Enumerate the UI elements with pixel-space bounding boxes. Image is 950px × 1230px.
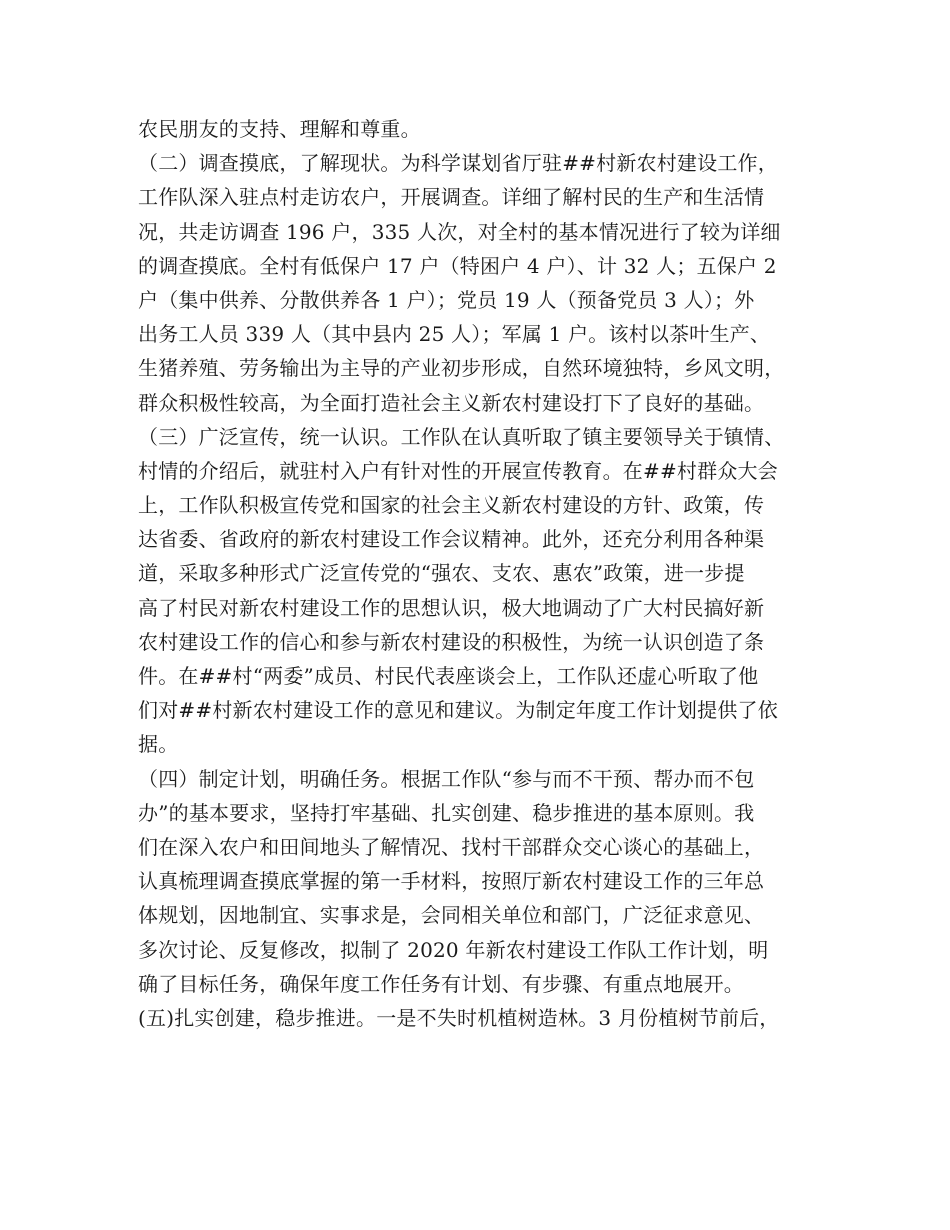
text-line: (五)扎实创建，稳步推进。一是不失时机植树造林。3 月份植树节前后，: [138, 1005, 780, 1030]
text-line: 群众积极性较高，为全面打造社会主义新农村建设打下了良好的基础。: [138, 390, 765, 415]
text-line: （二）调查摸底，了解现状。为科学谋划省厅驻##村新农村建设工作，: [138, 151, 778, 176]
text-line: 们对##村新农村建设工作的意见和建议。为制定年度工作计划提供了依: [138, 698, 778, 723]
text-line: 农村建设工作的信心和参与新农村建设的积极性，为统一认识创造了条: [138, 629, 765, 654]
text-line: 户（集中供养、分散供养各 1 户）；党员 19 人（预备党员 3 人）；外: [138, 287, 755, 312]
text-line: 工作队深入驻点村走访农户，开展调查。详细了解村民的生产和生活情: [138, 185, 765, 210]
text-line: 村情的介绍后，就驻村入户有针对性的开展宣传教育。在##村群众大会: [138, 458, 778, 483]
text-line: 据。: [138, 732, 179, 757]
text-line: （三）广泛宣传，统一认识。工作队在认真听取了镇主要领导关于镇情、: [138, 424, 785, 449]
text-line: 达省委、省政府的新农村建设工作会议精神。此外，还充分利用各种渠: [138, 527, 765, 552]
document-body: [138, 112, 838, 1035]
text-line: 件。在##村“两委”成员、村民代表座谈会上，工作队还虚心听取了他: [138, 664, 759, 688]
text-line: 高了村民对新农村建设工作的思想认识，极大地调动了广大村民搞好新: [138, 595, 765, 620]
text-line: 上，工作队积极宣传党和国家的社会主义新农村建设的方针、政策，传: [138, 493, 765, 518]
text-line: 况，共走访调查 196 户，335 人次，对全村的基本情况进行了较为详细: [138, 219, 781, 244]
text-line: 生猪养殖、劳务输出为主导的产业初步形成，自然环境独特，乡风文明，: [138, 356, 785, 381]
text-line: 办”的基本要求，坚持打牢基础、扎实创建、稳步推进的基本原则。我: [138, 800, 755, 825]
text-line: 农民朋友的支持、理解和尊重。: [138, 117, 421, 141]
text-line: 们在深入农户和田间地头了解情况、找村干部群众交心谈心的基础上，: [138, 834, 765, 859]
text-line: 出务工人员 339 人（其中县内 25 人）；军属 1 户。该村以茶叶生产、: [138, 322, 771, 347]
text-line: 体规划，因地制宜、实事求是，会同相关单位和部门，广泛征求意见、: [138, 903, 765, 928]
text-line: 道，采取多种形式广泛宣传党的“强农、支农、惠农”政策，进一步提: [138, 561, 745, 586]
text-line: （四）制定计划，明确任务。根据工作队“参与而不干预、帮办而不包: [138, 766, 755, 791]
text-line: 确了目标任务，确保年度工作任务有计划、有步骤、有重点地展开。: [138, 971, 744, 996]
text-line: 的调查摸底。全村有低保户 17 户（特困户 4 户）、计 32 人；五保户 2: [138, 253, 777, 278]
text-line: 多次讨论、反复修改，拟制了 2020 年新农村建设工作队工作计划，明: [138, 937, 769, 962]
text-line: 认真梳理调查摸底掌握的第一手材料，按照厅新农村建设工作的三年总: [138, 869, 765, 894]
